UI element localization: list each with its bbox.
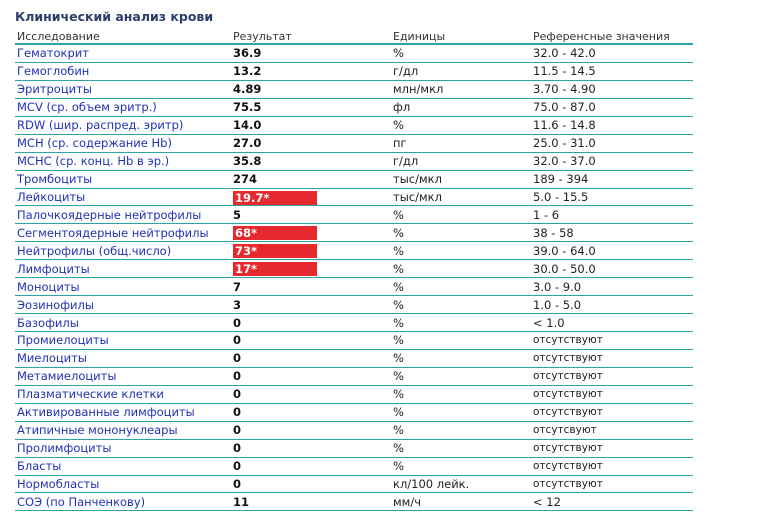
test-units: % — [393, 261, 404, 276]
test-units: % — [393, 333, 404, 348]
table-row — [15, 368, 693, 386]
test-reference: отсутствуют — [533, 388, 603, 401]
table-row — [15, 350, 693, 368]
test-reference: 5.0 - 15.5 — [533, 189, 589, 204]
test-reference: отсутствуют — [533, 352, 603, 365]
table-row — [15, 296, 693, 314]
test-name: Плазматические клетки — [17, 387, 164, 402]
test-name: Атипичные мононуклеары — [17, 423, 178, 438]
test-result: 274 — [233, 172, 258, 187]
test-result: 27.0 — [233, 136, 262, 151]
test-units: % — [393, 423, 404, 438]
test-reference: отсутствуют — [533, 370, 603, 383]
test-result: 0 — [233, 476, 242, 491]
flagged-result: 68* — [233, 226, 317, 240]
test-units: % — [393, 207, 404, 222]
test-units: % — [393, 225, 404, 240]
test-reference: 75.0 - 87.0 — [533, 100, 596, 115]
test-result: 36.9 — [233, 46, 262, 61]
test-reference: 32.0 - 42.0 — [533, 46, 596, 61]
test-result: 14.0 — [233, 118, 262, 133]
test-result: 0 — [233, 405, 242, 420]
test-reference: < 12 — [533, 494, 561, 509]
test-units: % — [393, 243, 404, 258]
test-name: Гемоглобин — [17, 64, 90, 79]
table-row — [15, 278, 693, 296]
test-result: 0 — [233, 351, 242, 366]
blood-test-table — [15, 30, 693, 511]
test-result: 0 — [233, 387, 242, 402]
flagged-result: 73* — [233, 244, 317, 258]
test-reference: < 1.0 — [533, 315, 565, 330]
test-reference: 189 - 394 — [533, 172, 589, 187]
test-result: 13.2 — [233, 64, 262, 79]
test-units: % — [393, 279, 404, 294]
test-units: г/дл — [393, 64, 419, 79]
test-result: 0 — [233, 423, 242, 438]
table-row — [15, 171, 693, 189]
test-name: Бласты — [17, 459, 62, 474]
test-reference: 1.0 - 5.0 — [533, 297, 582, 312]
table-row — [15, 242, 693, 260]
test-reference: отсутствуют — [533, 406, 603, 419]
table-row — [15, 422, 693, 440]
test-units: % — [393, 46, 404, 61]
test-units: % — [393, 369, 404, 384]
test-reference: 1 - 6 — [533, 207, 560, 222]
table-row — [15, 332, 693, 350]
test-result: 0 — [233, 441, 242, 456]
flagged-result: 19.7* — [233, 191, 317, 205]
table-row — [15, 476, 693, 494]
table-row — [15, 135, 693, 153]
table-row — [15, 63, 693, 81]
test-result: 35.8 — [233, 154, 262, 169]
test-name: Активированные лимфоциты — [17, 405, 195, 420]
test-units: пг — [393, 136, 407, 151]
table-row — [15, 493, 693, 511]
test-name: Нормобласты — [17, 476, 100, 491]
test-units: млн/мкл — [393, 82, 444, 97]
table-row — [15, 45, 693, 63]
test-result: 0 — [233, 459, 242, 474]
table-body — [15, 45, 693, 511]
test-reference: 3.0 - 9.0 — [533, 279, 582, 294]
test-units: фл — [393, 100, 411, 115]
test-units: г/дл — [393, 154, 419, 169]
test-result: 7 — [233, 279, 242, 294]
test-name: Промиелоциты — [17, 333, 109, 348]
test-units: тыс/мкл — [393, 172, 442, 187]
test-result: 5 — [233, 207, 242, 222]
header-reference: Референсные значения — [533, 30, 670, 43]
test-name: MCHC (ср. конц. Hb в эр.) — [17, 154, 170, 169]
table-header — [15, 30, 693, 45]
test-units: % — [393, 405, 404, 420]
table-row — [15, 117, 693, 135]
table-row — [15, 189, 693, 207]
test-name: Лимфоциты — [17, 261, 90, 276]
test-name: Миелоциты — [17, 351, 87, 366]
test-reference: 11.6 - 14.8 — [533, 118, 596, 133]
test-result: 0 — [233, 315, 242, 330]
test-reference: отсутсвуют — [533, 424, 597, 437]
test-units: % — [393, 441, 404, 456]
table-row — [15, 99, 693, 117]
test-result: 11 — [233, 494, 250, 509]
test-reference: 39.0 - 64.0 — [533, 243, 596, 258]
table-row — [15, 386, 693, 404]
table-row — [15, 206, 693, 224]
table-row — [15, 404, 693, 422]
test-name: Гематокрит — [17, 46, 89, 61]
test-reference: 11.5 - 14.5 — [533, 64, 596, 79]
flagged-result: 17* — [233, 262, 317, 276]
header-result: Результат — [233, 30, 292, 43]
test-reference: 38 - 58 — [533, 225, 574, 240]
test-result: 4.89 — [233, 82, 262, 97]
test-reference: 32.0 - 37.0 — [533, 154, 596, 169]
test-reference: отсутствуют — [533, 334, 603, 347]
test-units: % — [393, 315, 404, 330]
test-units: % — [393, 387, 404, 402]
table-row — [15, 440, 693, 458]
test-reference: отсутствуют — [533, 442, 603, 455]
test-units: % — [393, 297, 404, 312]
test-units: % — [393, 118, 404, 133]
test-name: Сегментоядерные нейтрофилы — [17, 225, 209, 240]
test-name: Палочкоядерные нейтрофилы — [17, 207, 202, 222]
test-reference: 25.0 - 31.0 — [533, 136, 596, 151]
test-name: Лейкоциты — [17, 189, 86, 204]
table-row — [15, 260, 693, 278]
test-name: Нейтрофилы (общ.число) — [17, 243, 172, 258]
test-name: Метамиелоциты — [17, 369, 117, 384]
test-result: 0 — [233, 369, 242, 384]
test-units: мм/ч — [393, 494, 422, 509]
test-name: Тромбоциты — [17, 172, 93, 187]
test-name: Пролимфоциты — [17, 441, 112, 456]
table-row — [15, 314, 693, 332]
test-name: Моноциты — [17, 279, 80, 294]
test-reference: 3.70 - 4.90 — [533, 82, 596, 97]
header-units: Единицы — [393, 30, 446, 43]
table-row — [15, 81, 693, 99]
test-reference: отсутствуют — [533, 460, 603, 473]
test-name: Эозинофилы — [17, 297, 94, 312]
test-name: RDW (шир. распред. эритр) — [17, 118, 184, 133]
test-units: кл/100 лейк. — [393, 476, 470, 491]
table-row — [15, 224, 693, 242]
test-units: % — [393, 351, 404, 366]
test-result: 75.5 — [233, 100, 262, 115]
table-row — [15, 153, 693, 171]
test-reference: 30.0 - 50.0 — [533, 261, 596, 276]
table-row — [15, 458, 693, 476]
test-result: 3 — [233, 297, 242, 312]
test-name: СОЭ (по Панченкову) — [17, 494, 146, 509]
test-reference: отсутствуют — [533, 477, 603, 490]
test-result: 0 — [233, 333, 242, 348]
test-units: тыс/мкл — [393, 189, 442, 204]
test-name: Эритроциты — [17, 82, 92, 97]
report-title: Клинический анализ крови — [15, 9, 214, 24]
test-units: % — [393, 459, 404, 474]
test-name: MCV (ср. объем эритр.) — [17, 100, 157, 115]
test-name: MCH (ср. содержание Hb) — [17, 136, 172, 151]
test-name: Базофилы — [17, 315, 79, 330]
header-name: Исследование — [17, 30, 100, 43]
